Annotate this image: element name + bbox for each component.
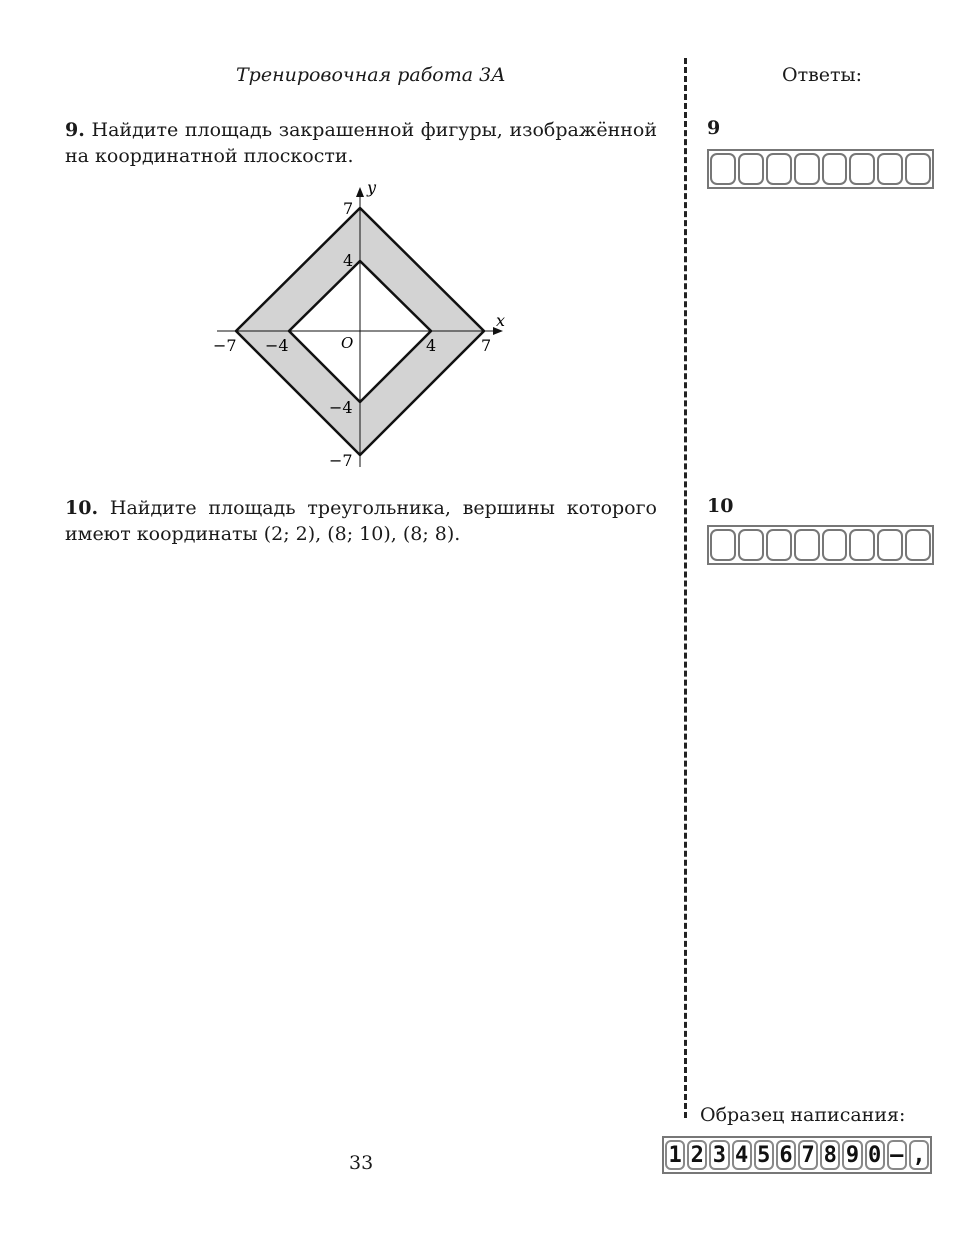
answer-9-field[interactable] <box>707 149 934 189</box>
page-number: 33 <box>349 1152 374 1174</box>
answer-cell[interactable] <box>822 529 848 561</box>
answer-cell[interactable] <box>905 153 931 185</box>
task-10-number: 10. <box>65 497 99 519</box>
x-tick-label: 4 <box>426 336 437 355</box>
sample-char: 8 <box>820 1140 840 1170</box>
y-tick-label: 4 <box>343 251 354 270</box>
answer-cell[interactable] <box>710 153 736 185</box>
sample-char: 5 <box>754 1140 774 1170</box>
task-9 <box>65 117 657 169</box>
answer-cell[interactable] <box>794 529 820 561</box>
answer-cell[interactable] <box>766 529 792 561</box>
answer-cell[interactable] <box>905 529 931 561</box>
sample-char: 1 <box>665 1140 685 1170</box>
answer-cell[interactable] <box>849 529 875 561</box>
y-tick-label: 7 <box>343 199 354 218</box>
y-axis-label: y <box>367 178 377 197</box>
answer-cell[interactable] <box>849 153 875 185</box>
origin-label: O <box>341 334 354 352</box>
sample-char: , <box>909 1140 929 1170</box>
answer-cell[interactable] <box>710 529 736 561</box>
sample-char: 0 <box>865 1140 885 1170</box>
x-axis-label: x <box>496 311 506 330</box>
x-tick-label: −4 <box>265 336 289 355</box>
coordinate-figure <box>205 175 515 475</box>
answer-10-field[interactable] <box>707 525 934 565</box>
header-title: Тренировочная работа 3А <box>236 64 506 86</box>
cut-line-divider <box>684 58 687 1118</box>
sample-char: – <box>887 1140 907 1170</box>
answer-cell[interactable] <box>822 153 848 185</box>
task-10 <box>65 495 657 547</box>
sample-label: Образец написания: <box>700 1104 906 1126</box>
answer-cell[interactable] <box>738 529 764 561</box>
task-9-number: 9. <box>65 119 85 141</box>
answer-cell[interactable] <box>877 529 903 561</box>
answer-cell[interactable] <box>766 153 792 185</box>
answers-title: Ответы: <box>782 64 863 86</box>
y-tick-label: −7 <box>329 451 353 470</box>
answer-10-label: 10 <box>707 495 734 517</box>
sample-char: 7 <box>798 1140 818 1170</box>
sample-writing-box <box>662 1136 932 1174</box>
sample-char: 3 <box>709 1140 729 1170</box>
task-9-text: Найдите площадь закрашенной фигуры, изображённой на координатной плоскости. <box>65 119 657 167</box>
y-tick-label: −4 <box>329 398 353 417</box>
task-10-text: Найдите площадь треугольника, вершины которого имеют координаты (2; 2), (8; 10), (8; 8). <box>65 497 657 545</box>
sample-char: 4 <box>732 1140 752 1170</box>
x-tick-label: 7 <box>481 336 492 355</box>
sample-char: 9 <box>842 1140 862 1170</box>
y-axis-arrow <box>356 187 364 197</box>
answer-9-label: 9 <box>707 117 721 139</box>
answer-cell[interactable] <box>877 153 903 185</box>
x-tick-label: −7 <box>213 336 237 355</box>
sample-char: 6 <box>776 1140 796 1170</box>
sample-char: 2 <box>687 1140 707 1170</box>
answer-cell[interactable] <box>738 153 764 185</box>
answer-cell[interactable] <box>794 153 820 185</box>
